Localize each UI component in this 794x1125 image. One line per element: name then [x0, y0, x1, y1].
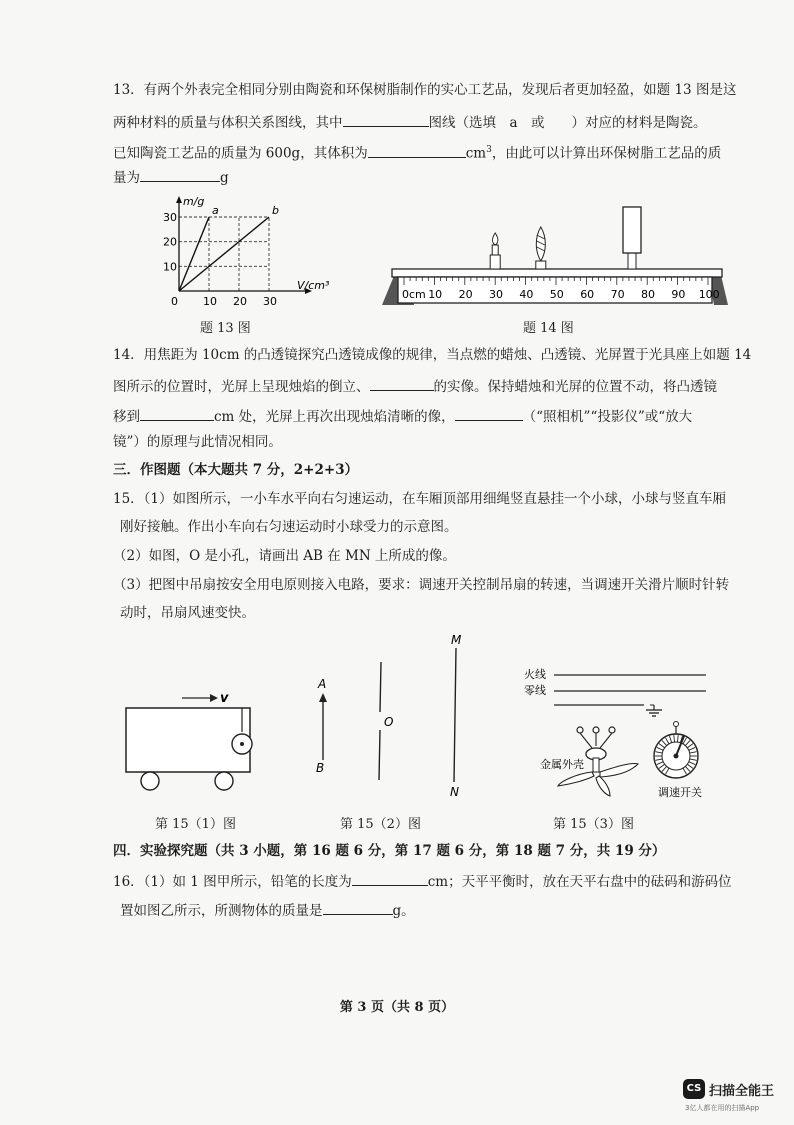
fig13-caption: 题 13 图 [200, 321, 251, 336]
fig15-2-pinhole [300, 630, 480, 800]
q16-line2-unit: g。 [392, 903, 415, 919]
fan-blade-bottom [596, 776, 610, 796]
fan-blade-right [600, 763, 638, 777]
bench-label-7: 70 [610, 288, 625, 301]
fan-shaft [593, 758, 599, 772]
fig13-plot [163, 195, 330, 308]
fig14-optical-bench [378, 205, 733, 315]
fig15-3-fan-circuit [520, 662, 720, 804]
fig14-caption: 题 14 图 [523, 321, 574, 336]
cart-wheel-right [215, 772, 233, 790]
label-A: A [318, 677, 327, 691]
q15-part3-line1: （3）把图中吊扇按安全用电原则接入电路，要求：调速开关控制吊扇的转速，当调速开关滑片顺时针转 [113, 577, 730, 593]
q13-line4-unit: g [220, 170, 229, 186]
screen-MN [454, 648, 456, 782]
candle [490, 233, 500, 269]
x-tick-10: 10 [203, 295, 217, 308]
light-screen [623, 207, 641, 269]
watermark-name: 扫描全能王 [709, 1084, 775, 1099]
camscanner-logo: CS [683, 1079, 705, 1099]
q14-line1: 14．用焦距为 10cm 的凸透镜探究凸透镜成像的规律，当点燃的蜡烛、凸透镜、光屏置于光具座上如题 14 [113, 347, 752, 363]
label-N: N [450, 785, 459, 799]
ball-center [240, 742, 244, 746]
fan-terminal-3[interactable] [609, 727, 615, 733]
barrier-lower [379, 730, 380, 780]
bench-rail [392, 269, 722, 277]
q14-line2-text-a: 图所示的位置时，光屏上呈现烛焰的倒立、 [113, 379, 370, 395]
origin-label: 0 [171, 295, 178, 308]
series-line-b [179, 217, 269, 291]
q13-line3: 已知陶瓷工艺品的质量为 600g，其体积为 $cm^3$，由此可以计算出环保树脂工艺品的质 [113, 141, 721, 163]
q16-line2 [120, 900, 415, 920]
fig15-1-cart [118, 680, 268, 792]
q13-line3-text-a: 已知陶瓷工艺品的质量为 600g，其体积为 [113, 145, 368, 162]
q14-line3 [113, 406, 692, 426]
label-B: B [316, 761, 325, 775]
speed-switch-terminal[interactable] [674, 722, 679, 727]
label-O: O [384, 715, 394, 729]
q16-line1-text-a: 16．（1）如 1 图甲所示，铅笔的长度为 [113, 874, 352, 890]
x-tick-30: 30 [263, 295, 277, 308]
y-axis-arrow [176, 196, 182, 203]
q16-line1 [113, 871, 732, 891]
fig15-1-caption: 第 15（1）图 [155, 817, 236, 832]
answer-blank-q14-3[interactable] [455, 406, 523, 421]
page-footer: 第 3 页（共 8 页） [339, 1000, 455, 1015]
x-axis-label: V/cm³ [297, 279, 330, 292]
label-metal-shell: 金属外壳 [540, 758, 584, 771]
q14-line3-text-b: cm 处，光屏上再次出现烛焰清晰的像， [214, 409, 455, 425]
velocity-arrow-head [210, 694, 218, 702]
bench-label-10: 100 [698, 288, 720, 301]
answer-blank-q13-1[interactable] [343, 112, 429, 127]
q16-line1-text-b: cm；天平平衡时，放在天平右盘中的砝码和游码位 [427, 874, 732, 890]
q15-part1-line2: 刚好接触。作出小车向右匀速运动时小球受力的示意图。 [120, 519, 458, 535]
answer-blank-q13-2[interactable] [368, 143, 466, 158]
q14-line4: 镜”）的原理与此情况相同。 [113, 434, 282, 450]
bench-label-8: 80 [641, 288, 655, 301]
fan-terminal-2[interactable] [593, 727, 599, 733]
section4-title: 四．实验探究题（共 3 小题，第 16 题 6 分，第 17 题 6 分，第 18 题 7 分，共 19 分） [113, 843, 666, 859]
q15-part3-line2: 动时，吊扇风速变快。 [120, 605, 255, 621]
y-tick-10: 10 [163, 260, 177, 274]
object-arrow-head [319, 693, 327, 702]
answer-blank-q13-3[interactable] [140, 167, 220, 182]
fan-terminal-1[interactable] [577, 727, 583, 733]
answer-blank-q14-2[interactable] [140, 406, 214, 421]
answer-blank-q16-2[interactable] [323, 900, 393, 915]
speed-switch-pivot [674, 754, 679, 759]
cart-wheel-left [141, 772, 159, 790]
answer-blank-q16-1[interactable] [352, 871, 428, 886]
bench-label-9: 90 [671, 288, 686, 301]
label-M: M [451, 633, 462, 647]
bench-label-4: 40 [519, 288, 534, 301]
series-label-a: a [212, 204, 219, 217]
q14-line2-text-b: 的实像。保持蜡烛和光屏的位置不动，将凸透镜 [433, 379, 717, 395]
y-tick-20: 20 [163, 235, 177, 249]
bench-label-2: 20 [458, 288, 473, 301]
q14-line2 [113, 376, 717, 396]
q16-line2-text-a: 置如图乙所示，所测物体的质量是 [120, 903, 323, 919]
q13-line1: 13．有两个外表完全相同分别由陶瓷和环保树脂制作的实心工艺品，发现后者更加轻盈，如题 13 图是这 [113, 82, 737, 98]
bench-label-5: 50 [549, 288, 564, 301]
fan-wires [580, 733, 612, 748]
x-tick-20: 20 [233, 295, 247, 308]
y-tick-30: 30 [163, 211, 177, 224]
watermark-subtitle: 3亿人都在用的扫描App [685, 1104, 760, 1112]
bench-label-3: 30 [489, 288, 503, 301]
fig15-3-caption: 第 15（3）图 [553, 817, 634, 832]
series-line-a [179, 217, 209, 291]
barrier-upper [380, 662, 381, 712]
q13-line4 [113, 167, 229, 187]
q13-line2 [113, 112, 707, 132]
fig15-2-caption: 第 15（2）图 [340, 817, 421, 832]
velocity-label: v [220, 691, 229, 706]
fan-blade-left [558, 772, 594, 786]
cart-body [126, 708, 250, 772]
q14-line3-text-c: （“照相机”“投影仪”或“放大 [522, 409, 693, 425]
q13-line2-text-a: 两种材料的质量与体积关系图线，其中 [113, 115, 343, 131]
bench-label-1: 10 [428, 288, 443, 301]
q13-line2-text-b: 图线（选填 a 或 ）对应的材料是陶瓷。 [428, 115, 707, 131]
y-axis-label: m/g [183, 195, 205, 208]
bench-label-0: 0cm [402, 288, 426, 301]
q13-line3-unit: cm [465, 145, 487, 162]
section3-title: 三．作图题（本大题共 7 分，2+2+3） [113, 462, 359, 478]
series-label-b: b [272, 204, 279, 217]
answer-blank-q14-1[interactable] [370, 376, 434, 391]
q13-line4-text-a: 量为 [113, 170, 140, 186]
label-neutral-wire: 零线 [524, 684, 546, 697]
q15-part2: （2）如图，O 是小孔，请画出 AB 在 MN 上所成的像。 [113, 548, 456, 564]
label-speed-switch: 调速开关 [658, 786, 702, 799]
q14-line3-text-a: 移到 [113, 409, 140, 425]
convex-lens [536, 227, 546, 269]
label-live-wire: 火线 [524, 668, 546, 681]
q15-part1-line1: 15．（1）如图所示，一小车水平向右匀速运动，在车厢顶部用细绳竖直悬挂一个小球，小球与竖直车厢 [113, 491, 727, 507]
fig13-chart [155, 185, 355, 310]
q13-line3-text-c: ，由此可以计算出环保树脂工艺品的质 [491, 145, 722, 162]
bench-label-6: 60 [580, 288, 595, 301]
